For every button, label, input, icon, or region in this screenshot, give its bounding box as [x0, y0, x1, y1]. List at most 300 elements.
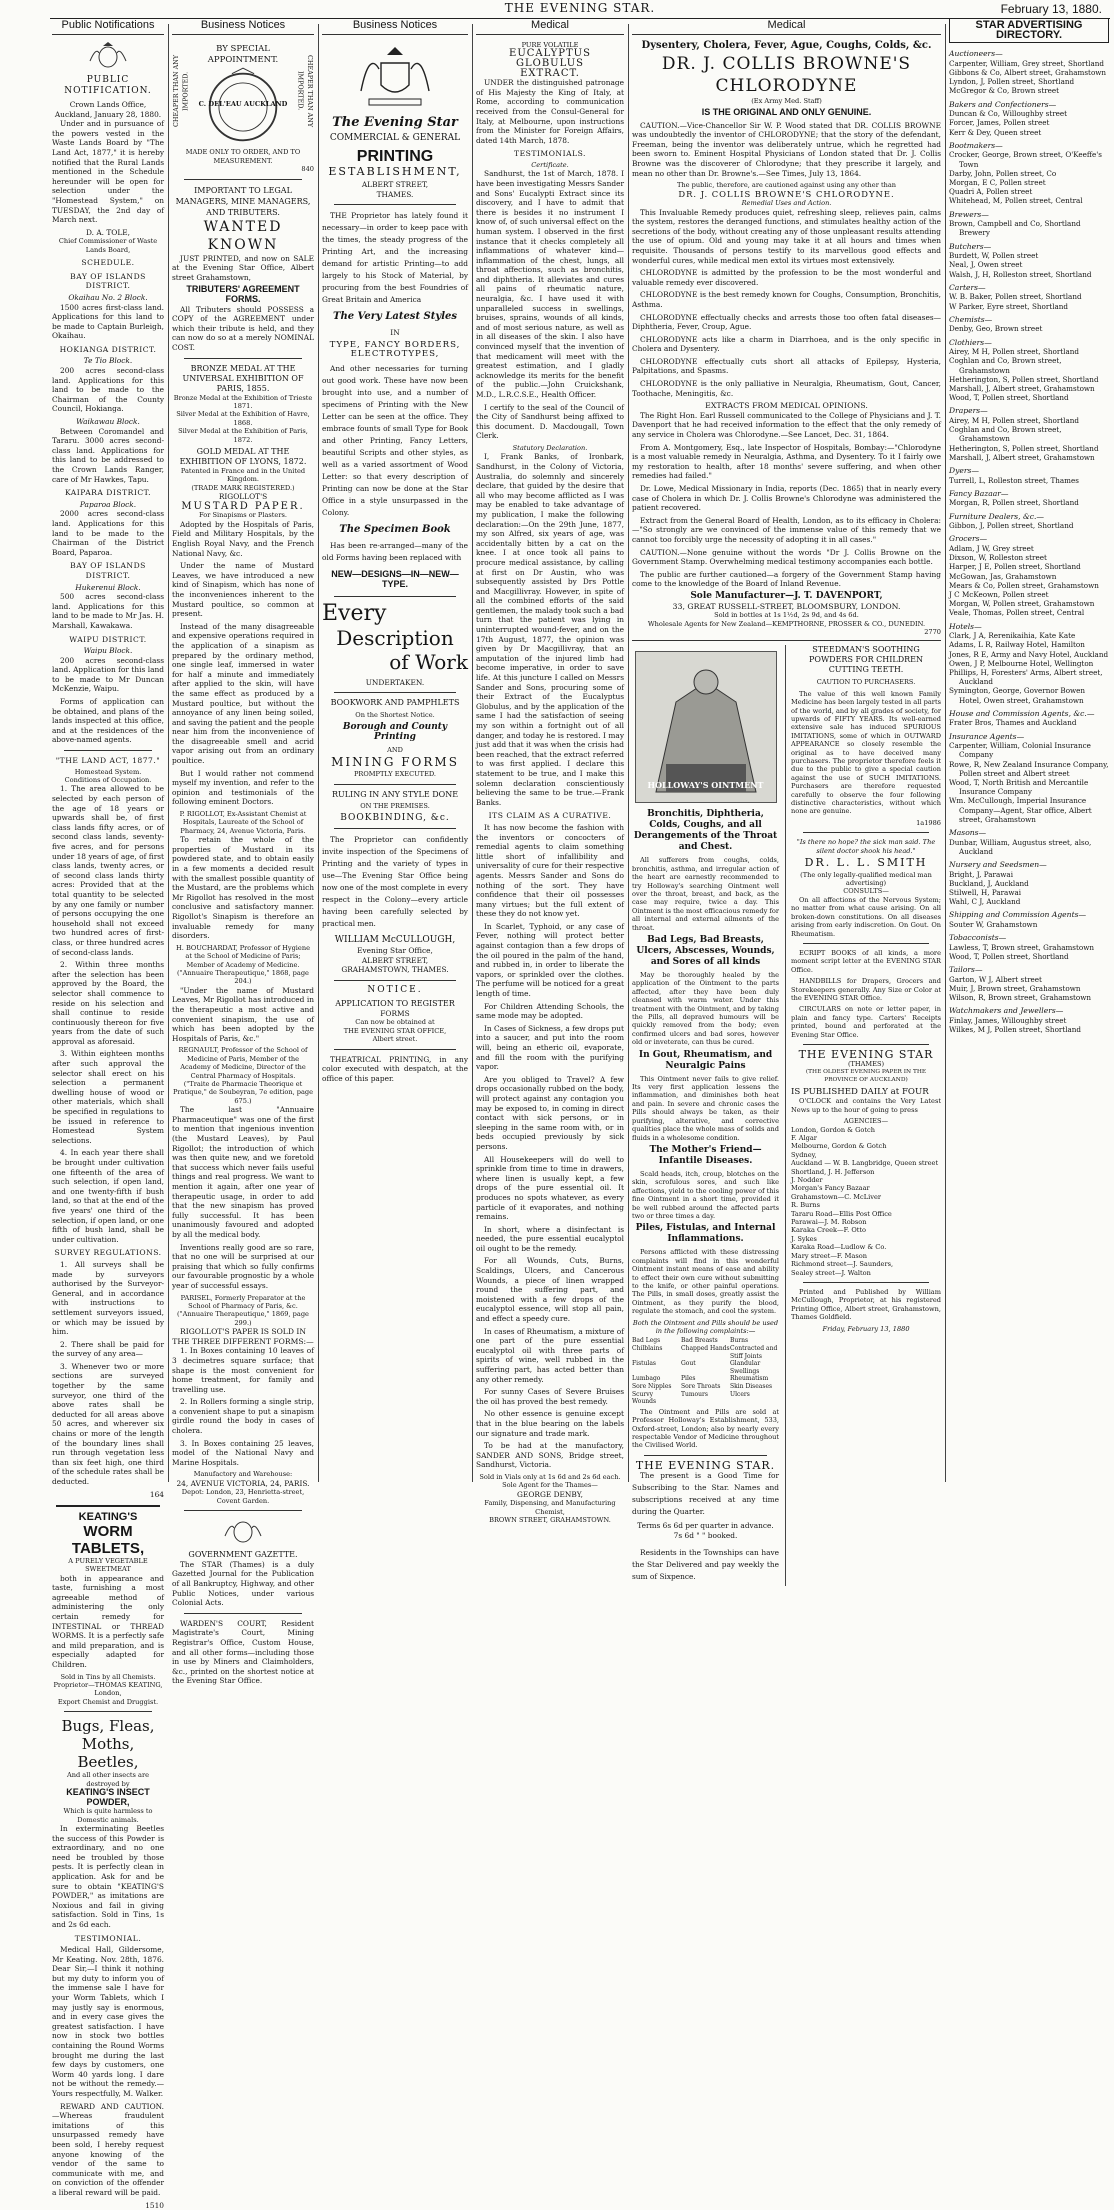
directory-entry: Wahl, C J, Auckland [949, 897, 1021, 907]
agent-entry: London, Gordon & Gotch [791, 1125, 875, 1134]
steedman-text: The value of this well known Family Medicine has been largely tested in all parts of the world, and by all grades of society, for upwards of FIFTY YEARS. Its well-earned extensive sale has induced SPURIOUS IMITATIONS, some of which in OUTWARD APPEARANCE so closely resemble the original as to have deceived many purchasers. The proprietor therefore feels it due to the public to give a special caution against the use of SUCH IMITATIONS. Purchasers are therefore requested carefully to observe the four following distinctive characteristics, without which none are genuine. [791, 689, 941, 816]
district-block: Waipu Block. [83, 646, 133, 656]
directory-entry: McGowan, Jas, Grahamstown [949, 571, 1057, 581]
holloway-label: HOLLOWAY'S OINTMENT [647, 780, 764, 791]
reward-text: REWARD AND CAUTION.—Whereas fraudulent imitations of this unsurpassed remedy have been sold, I hereby request anyone knowing of the vendor of the same to communicate with me, and on conviction of the offender a liberal reward will be paid. [52, 2101, 164, 2197]
forms-word: FORMS [380, 1008, 410, 1018]
district-text: 1500 acres first-class land. Applications for this land to be made to Captain Burleigh, Okaihau. [52, 302, 164, 341]
application-register: APPLICATION TO REGISTER [335, 999, 455, 1009]
district-name: BAY OF ISLANDS DISTRICT. [70, 271, 146, 291]
directory-entry: Airey, M H, Pollen street, Shortland [949, 347, 1079, 357]
agent-entry: Grahamstown—C. McLiver [791, 1192, 882, 1201]
certificate-text: I certify to the seal of the Council of the City of Sandhurst being affixed to this document. D. Macdougall, Town Clerk. [476, 402, 624, 441]
curative-text: In Scarlet, Typhoid, or any case of Fever, nothing will protect better against contagion than a few drops of the oil poured in the palm of the hand, and rubbed in, in order to liberate the vapors, or sprinkled over the clothes. The perfume will be noticed for a great length of time. [476, 921, 624, 999]
directory-entry: Marshall, J, Albert street, Grahamstown [949, 384, 1095, 394]
survey-rule: 1. All surveys shall be made by surveyors authorised by the Surveyor-General, and in accordance with instructions to settlement surveyors issued, or which may be issued by him. [52, 1259, 164, 1337]
description: Description [336, 625, 454, 650]
complaint-item: Gout [681, 1360, 696, 1368]
form-item: 3. In Boxes containing 25 leaves, model of the National Navy and Marine Hospitals. [172, 1438, 314, 1467]
medal: Silver Medal at the Exhibition of Paris, 1872. [178, 427, 308, 444]
mother-friend-title: The Mother's Friend—Infantile Diseases. [649, 1144, 762, 1166]
establishment: ESTABLISHMENT, [328, 164, 462, 178]
curative-text: For all Wounds, Cuts, Burns, Scaldings, Ulcers, and Cancerous Wounds, a piece of linen wrapped round the suffering part, and moistened with a few drops of the eucalyptol essence, will stop all pain, and effect a speedy cure. [476, 1256, 624, 1324]
medal: Silver Medal at the Exhibition of Havre, 1868. [176, 410, 310, 427]
directory-entry: Jones, R E, Army and Navy Hotel, Auckland [949, 649, 1109, 659]
commercial-general: COMMERCIAL & GENERAL [329, 133, 461, 143]
directory-category: Auctioneers— [949, 49, 1003, 59]
agent-entry: Sealey street—J. Walton [791, 1268, 871, 1277]
column-heading: Medical [632, 18, 941, 35]
keating-head: KEATING'S [78, 1511, 138, 1524]
signature-title: Chief Commissioner of Waste Lands Board, [58, 237, 158, 254]
directory-entry: Finlay, James, Willoughby street [949, 1016, 1067, 1026]
directory-entry: Dunbar, William, Augustus street, also, Auckland [949, 837, 1092, 856]
office-date: Auckland, January 28, 1880. [54, 109, 162, 119]
district-block: Waikawau Block. [76, 417, 140, 427]
column-rule [628, 24, 629, 1482]
directory-banner: STAR ADVERTISING DIRECTORY. [949, 18, 1109, 43]
piles-text: Persons afflicted with these distressing complaints will find in this wonderful Ointment instant means of ease and ability to effect their own cure without submitting to the knife, or other painful operations. The Pills, in small doses, greatly assist the Ointment, as they purify the blood, regulate the stomach, and cool the system. [632, 1248, 780, 1316]
agent-entry: J. Nodder [791, 1176, 823, 1185]
holloway-subcolumn [632, 645, 779, 1585]
terms-booked: 7s 6d " " booked. [673, 1530, 738, 1540]
use-item: This Invaluable Remedy produces quiet, refreshing sleep, relieves pain, calms the system, restores the deranged functions, and stimulates healthy action of the secretions of the body, without creating any of those unpleasant results attending the use of opium. Old and young may take it at all hours and times when requisite. Thousands of persons testify to its marvellous good effects and wonderful cures, while medical men extol its virtues most extensively. [632, 207, 941, 265]
published-daily: IS PUBLISHED DAILY at FOUR [791, 1086, 929, 1097]
every: Every [322, 600, 387, 626]
agent-entry: Auckland — W. B. Langbridge, Queen street [791, 1159, 939, 1168]
tributers-text: All Tributers should POSSESS a COPY of the AGREEMENT under which their tribute is held, and they can now do so at a merely NOMINAL COST. [172, 304, 314, 352]
directory-entry: Souter W, Grahamstown [949, 920, 1038, 930]
directory-entry: Harper, J E, Pollen street, Shortland [949, 562, 1081, 572]
mccullough: WILLIAM McCULLOUGH, [334, 935, 456, 946]
complaint-item: Burns [730, 1337, 749, 1345]
directory-entry: Morgan, E C, Pollen street [949, 178, 1046, 187]
directory-entry: Coghlan and Co, Brown street, Grahamstown [949, 356, 1062, 375]
agent-entry: Karaka Creek—F. Otto [791, 1226, 866, 1235]
directory-category: Carters— [949, 282, 986, 292]
directory-category: Grocers— [949, 534, 988, 544]
directory-category: House and Commission Agents, &c.— [949, 708, 1095, 718]
patronage-text: UNDER the distinguished patronage of His Majesty the King of Italy, at Rome, according to communication received from the Consul-General for Italy, at Melbourne, upon instructions from the Minister for Foreign Affairs, dated 14th March, 1878. [476, 78, 624, 145]
agencies-heading: AGENCIES— [843, 1117, 889, 1126]
wanted-known: WANTED KNOWN [203, 218, 283, 253]
extracts-heading: EXTRACTS FROM MEDICAL OPINIONS. [705, 401, 868, 411]
eucalyptus-title: EUCALYPTUS GLOBULUS [509, 48, 591, 69]
proprietor-text: THE Proprietor has lately found it necessary—in order to keep pace with the times, the steady progress of the Printing Art, and the increasing demand for artistic Printing—to add largely to his Stock of Material, by procuring from the best Foundries of Great Britain and America [322, 211, 468, 305]
column-heading: Medical [476, 18, 624, 35]
agent-address: BROWN STREET, GRAHAMSTOWN. [489, 1516, 611, 1525]
undertaken: UNDERTAKEN. [365, 677, 425, 687]
mining-forms: MINING FORMS [331, 754, 459, 769]
paper-name: The Evening Star [332, 115, 458, 130]
column-rule [472, 24, 473, 1482]
directory-entry: Veale, Thomas, Pollen street, Central [949, 608, 1085, 618]
directory-entry: Wilson, R, Brown street, Grahamstown [949, 993, 1092, 1003]
directory-entry: Clark, J A, Rerenikaihia, Kate Kate [949, 631, 1076, 641]
citation: ("Traite de Pharmacie Theorique et Pratique," de Soubeyran, 7e edition, page 675.) [172, 1080, 314, 1105]
bookbinding: BOOKBINDING, &c. [340, 812, 450, 823]
side-label-right: CHEAPER THAN ANY IMPORTED. [296, 54, 314, 128]
directory-entry: Hetherington, S, Pollen street, Shortland [949, 374, 1099, 384]
directory-entry: Rowe, R, New Zealand Insurance Company, Pollen street and Albert street [949, 759, 1109, 778]
published-detail: O'CLOCK and contains the Very Latest News up to the hour of going to press [791, 1097, 941, 1114]
complaint-item: Sore Nipples [632, 1382, 672, 1390]
directory-entry: Lawless, T, Brown street, Grahamstown [949, 942, 1094, 952]
district [52, 635, 164, 695]
agent-entry: Tararu Road—Ellis Post Office [791, 1209, 892, 1218]
complaint-item: Bad Breasts [681, 1337, 718, 1345]
directory-entry: Frater Bros, Thames and Auckland [949, 718, 1077, 728]
forms-heading: RIGOLLOT'S PAPER IS SOLD IN THE THREE DIFFERENT FORMS:— [172, 1327, 314, 1346]
complaint-item: Contracted and Stiff Joints [730, 1345, 778, 1360]
doctor-signature: PARISEL, Formerly Preparator at the School of Pharmacy of Paris, &c. [180, 1293, 306, 1310]
column-heading: Business Notices [322, 18, 468, 35]
wholesale-agents: Wholesale Agents for New Zealand—KEMPTHORNE, PROSSER & CO., DUNEDIN. [647, 619, 926, 628]
use-item: CHLORODYNE effectually checks and arrests those too often fatal diseases—Diphtheria, Fever, Croup, Ague. [632, 312, 941, 332]
directory-entry: Whitehead, M, Pollen street, Central [949, 196, 1083, 206]
citation: ("Annuaire Therapeutique," 1868, page 204.) [177, 969, 309, 986]
mustard-text: Instead of the many disagreeable and expensive operations required in the application of a sinapism as prepared by the ordinary method, one single leaf, immersed in water for half a minute and immediately after applied to the skin, will have the same effect as produced by a Mustard poultice, but without the annoyance of any linen being soiled, and saving the patient and the people near him from the inconvenience of the disagreeable smell and acrid vapor arising out from an ordinary poultice. [172, 621, 314, 766]
column-public-notifications [52, 19, 164, 2210]
column-business-notices [172, 19, 314, 1686]
statutory-heading: Statutory Declaration. [512, 443, 588, 452]
complaint-item: Tumours [681, 1390, 708, 1398]
bookwork: BOOKWORK AND PAMPHLETS [330, 698, 460, 708]
directory-entry: Gibbon, J, Pollen street, Shortland [949, 521, 1074, 531]
specimen-text: Has been re-arranged—many of the old Forms having been replaced with [322, 541, 468, 563]
directory-category: Shipping and Commission Agents— [949, 910, 1087, 920]
wardens-text: WARDEN'S COURT, Resident Magistrate's Court, Mining Registrar's Office, Custom House, and all other forms—including those in use by Miners and Claimholders, &c., printed on the shortest notice at the Evening Star Office. [172, 1618, 314, 1686]
directory-entry: Carpenter, William, Grey street, Shortland [949, 58, 1104, 68]
agent-entry: Richmond street—J. Saunders, [791, 1260, 894, 1269]
directory-entry: J C McKeown, Pollen street [949, 590, 1049, 600]
use-item: CHLORODYNE is admitted by the profession to be the most wonderful and valuable remedy ever discovered. [632, 268, 941, 287]
directory-entry: Gibbons & Co, Albert street, Grahamstown [949, 67, 1107, 77]
directory-entry: W Parker, Eyre street, Shortland [949, 301, 1069, 311]
depot: Depot: London, 23, Henrietta-street, Covent Garden. [181, 1488, 305, 1505]
sole-manufacturer: Sole Manufacturer—J. T. DAVENPORT, [690, 590, 883, 601]
gold-medal: GOLD MEDAL AT THE EXHIBITION OF LYONS, 1872. [179, 447, 307, 466]
agent-entry: Melbourne, Gordon & Gotch [791, 1142, 887, 1151]
printing: PRINTING [356, 147, 434, 165]
directory-entry: Wilkes, M J, Pollen street, Shortland [949, 1025, 1082, 1035]
use-item: CHLORODYNE effectually cuts short all attacks of Epilepsy, Hysteria, Palpitations, and Spasms. [632, 356, 941, 376]
curative-text: For Children Attending Schools, the same mode may be adopted. [476, 1001, 624, 1021]
insect-text: In exterminating Beetles the success of this Powder is extraordinary, and no one need be troubled by those pests. It is perfectly clean in application. Ask for and be sure to obtain "KEATING'S POWDER," as imitations are Noxious and fail in giving satisfaction. Sold in Tins, 1s and 2s 6d each. [52, 1823, 164, 1929]
caution-2: CAUTION.—None genuine without the words "Dr J. Collis Browne on the Government Stamp. Overwhelming medical testimony accompanies each bottle. [632, 547, 941, 567]
use-item: CHLORODYNE is the best remedy known for Coughs, Consumption, Bronchitis, Asthma. [632, 290, 941, 309]
district-block: Hukerenui Block. [75, 582, 141, 592]
ex-army: (Ex Army Med. Staff) [751, 96, 822, 105]
masthead [50, 0, 1110, 19]
directory-entry: Burdett, W, Pollen street [949, 251, 1039, 261]
directory-entry: Wood, T, North British and Mercantile Insurance Company [949, 778, 1089, 797]
agent-entry: Shortland, J. H. Jefferson [791, 1167, 875, 1176]
district-text: 2000 acres second-class land. Applications for this land to be made to the Chairman of the District Board, Paparoa. [52, 509, 164, 557]
steedman-caution: CAUTION TO PURCHASERS. [816, 678, 916, 687]
curative-text: In Cases of Sickness, a few drops put into a saucer, and put into the room will, being an etheric oil, evaporate, and fill the room with the purifying vapor. [476, 1023, 624, 1072]
directory-entry: Adlam, J W, Grey street [949, 544, 1034, 554]
holloway-sold: The Ointment and Pills are sold at Professor Holloway's Establishment, 533, Oxford-street, London; also by nearly every respectable Vendor of Medicine throughout the Civilised World. [632, 1407, 780, 1450]
promptly: PROMPTLY EXECUTED. [353, 770, 437, 779]
mustard-text: Adopted by the Hospitals of Paris, Field and Military Hospitals, by the English Royal Navy, and the French National Navy, &c. [172, 519, 314, 558]
directory-entry: Brown, Campbell and Co, Shortland Brewery [949, 219, 1081, 238]
homestead-system: Homestead System. [74, 767, 142, 776]
smith-quote: "Is there no hope? the sick man said. The silent doctor shook his head." [796, 838, 936, 855]
collis-browne-title: DR. J. COLLIS BROWNE'S CHLORODYNE [661, 53, 912, 96]
directory-list [949, 49, 1109, 1034]
directory-entry: Turrell, L, Rolleston street, Thames [949, 475, 1079, 485]
district [52, 561, 164, 630]
doctor-text: To retain the whole of the properties of Mustard in its powdered state, and to obtain easily in a few moments a decided result with the smallest possible quantity of the Mustard, are the problems which Mr Rigollot has resolved in the most conclusive and satisfactory manner. Rigollot's Sinapism is therefore an invaluable remedy for many disorders. [172, 835, 314, 941]
district-block: Okaihau No. 2 Block. [68, 292, 148, 302]
directory-category: Insurance Agents— [949, 731, 1025, 741]
complaint-item: Piles [681, 1375, 696, 1383]
masthead-date: February 13, 1880. [1000, 2, 1102, 16]
directory-category: Fancy Bazaar— [949, 488, 1009, 498]
agents-list [791, 1126, 941, 1277]
steedman-title: STEEDMAN'S SOOTHING POWDERS FOR CHILDREN CUTTING TEETH. [809, 645, 924, 675]
curative-text: All Housekeepers will do well to sprinkle from time to time in drawers, where linen is usually kept, a few drops of the pure essential oil. It produces no spots whatever, as every particle of it evaporates, and nothing remains. [476, 1154, 624, 1222]
condition: 3. Within eighteen months after such approval the selector shall erect on his selection a permanent dwelling house of wood or other materials, which shall be specified in regulations to be issued in reference to Homestead System selections. [52, 1049, 164, 1145]
directory-entry: Crocker, George, Brown street, O'Keeffe's Town [949, 150, 1102, 169]
star-subtitle: (THE OLDEST EVENING PAPER IN THE PROVINCE OF AUCKLAND) [805, 1068, 927, 1084]
insect-powder: KEATING'S INSECT POWDER, [66, 1786, 150, 1807]
made-ref: 840 [301, 165, 314, 174]
directory-entry: Lyndon, J, Pollen street, Shortland [949, 77, 1075, 87]
complaint-item: Sore Throats [681, 1382, 721, 1390]
patented: Patented in France and in the United Kingdom. [180, 467, 306, 484]
doctor-signature: P. RIGOLLOT, Ex-Assistant Chemist at Hospitals, Laureate of the School of Pharmacy, 24, Avenue Victoria, Paris. [179, 810, 307, 835]
public-caution-2: The public are further cautioned—a forgery of the Government Stamp having come to the knowledge of the Board of Inland Revenue. [632, 569, 941, 589]
extract-item: From A. Montgomery, Esq., late Inspector of Hospitals, Bombay:—"Chlorodyne is a most valuable remedy in Neuralgia, Asthma, and Dysentery. To it I fairly owe my restoration to health, after 18 months' severe suffering, and when other remedies had failed." [632, 442, 941, 481]
directory-entry: Bright, J, Parawai [949, 869, 1013, 879]
specimen-book: The Specimen Book [339, 523, 451, 535]
agent-entry: J. Sykes [791, 1234, 817, 1243]
caution-text: CAUTION.—Vice-Chancellor Sir W. P. Wood stated that DR. COLLIS BROWNE was undoubtedly the inventor of CHLORODYNE; that the story of the defendant, Freeman, being the inventor was deliberately untrue, which he regretted had been sworn to. Eminent Hospital Physicians of London stated that Dr. J. Collis Browne was the discoverer of Chlorodyne; that they prescribe it largely, and mean no other than Dr. Browne's.—See Times, July 13, 1864. [632, 120, 941, 178]
complaints-grid [632, 1337, 779, 1405]
statutory-text: I, Frank Banks, of Ironbark, Sandhurst, in the Colony of Victoria, Australia, do solemnly and sincerely declare, that guided by the desire that all who may become afflicted as I was may be enabled to take advantage of my publication, I make the following declaration:—On the 29th June, 1877, my son Alfred, six years of age, was accidentally bitten by a cat on the knee. I at once took all pains to procure medical assistance, by calling at first on Dr Austin, who was subsequently assisted by Drs Pottle and Macgillivray. However, in spite of all the combined efforts of the said gentlemen, the malady took such a bad turn that the patient was lying in uninterrupted wound-fever, and on the 17th August, 1877, the opinion was given by Dr Macgillivray, that an amputation of the injured limb had become imperative, in order to save life. At this juncture I called on Messrs Sander and Sons, procuring some of their Extract of the Eucalyptus Globulus, and by the application of the same I had the satisfaction of seeing my son within a fortnight out of all danger, and today he is restored. I may just add that it was when the crisis had been reached, that the extract referred to was first applied. I declare this statement to be true, and I make this solemn declaration conscientiously believing the same to be true.—Frank Banks. [476, 452, 624, 807]
smith-text: On all affections of the Nervous System; no matter from what cause arising. On all broken-down constitutions. On all diseases arising from early indiscretion. On Gout. On Rheumatism. [791, 895, 941, 938]
agent-entry: Sydney, [791, 1150, 817, 1159]
doctor-text: Inventions really good are so rare, that no one will be surprised at our praising that which so fully confirms our favourable prognostic by a whole year of successful essays. [172, 1242, 314, 1290]
rigollot: RIGOLLOT'S [218, 492, 268, 502]
district-block: Paparoa Block. [79, 499, 137, 509]
curative-text: For sunny Cases of Severe Bruises the oil has proved the best remedy. [476, 1387, 624, 1406]
district-text: 200 acres second-class land. Application for this land to be made to Mr Duncan McKenzie, Waipu. [52, 655, 164, 694]
worm-tablets-title: WORM TABLETS, [71, 1522, 145, 1557]
office-line: Evening Star Office, [357, 945, 433, 955]
agent-entry: R. Burns [791, 1201, 821, 1210]
thames: THAMES. [376, 189, 414, 199]
form-item: 1. In Boxes containing 10 leaves of 3 decimetres square surface; that shape is the most convenient for home treatment, for family and travelling use. [172, 1346, 314, 1394]
directory-entry: Wood, T, Pollen street, Shortland [949, 393, 1069, 403]
terms-advance: Terms 6s 6d per quarter in advance. [637, 1521, 774, 1531]
borough-county: Borough and County Printing [342, 722, 448, 742]
survey-title: SURVEY REGULATIONS. [54, 1248, 162, 1258]
bugs-subtitle: And all other insects are destroyed by [66, 1771, 150, 1788]
manufactory: To be had at the manufactory, SANDER AND SONS, Bridge street, Sandhurst, Victoria. [476, 1441, 624, 1470]
land-act-title: "THE LAND ACT, 1877." [55, 756, 161, 766]
smith-name: DR. L. L. SMITH [804, 856, 928, 870]
complaint-item: Skin Diseases [730, 1382, 773, 1390]
directory-entry: Garton, W J, Albert street [949, 974, 1042, 984]
premises: ON THE PREMISES. [360, 802, 430, 811]
directory-entry: Neal, J, Owen street [949, 260, 1023, 270]
made-to-order: MADE ONLY TO ORDER, AND TO MEASUREMENT. [185, 148, 301, 165]
complaint-item: Chilblains [632, 1345, 663, 1352]
albert-street: ALBERT STREET, [361, 180, 429, 190]
coat-of-arms-icon [355, 41, 435, 111]
agent-entry: F. Algar [791, 1134, 817, 1142]
obtained-at: Can now be obtained at [355, 1018, 435, 1027]
printed-by: Printed and Published by William McCullough, Proprietor, at his registered Printing Office, Albert street, Grahamstown, Thames Goldfield. [791, 1287, 941, 1322]
column-medical-1 [476, 19, 624, 1525]
collis-browne-2: DR. J. COLLIS BROWNE'S CHLORODYNE. [678, 188, 895, 199]
dysentery-heading: Dysentery, Cholera, Fever, Ague, Coughs, Colds, &c. [641, 40, 932, 51]
extract: EXTRACT. [520, 67, 580, 79]
condition: 1. The area allowed to be selected by each person of the age of 18 years or upwards shall be, of first class lands fifty acres, or of second class lands, seventy-five acres, and for persons under 18 years of age, of first class lands, twenty acres, or of second class lands thirty acres: Provided that at the total quantity to be selected by any one family or number of persons occupying the one household shall not exceed two hundred acres of first-class, or three hundred acres of second-class lands. [52, 784, 164, 957]
evening-star-title: THE EVENING STAR. [635, 1458, 776, 1472]
sole-agent: Sole Agent for the Thames— [502, 1481, 598, 1490]
manufacturer-sold: Sold in bottles at 1s 1½d, 2s 9d, and 4s 6d. [714, 611, 859, 620]
district [52, 345, 164, 414]
remedial-heading: Remedial Uses and Action. [741, 199, 832, 208]
bronze-medal: BRONZE MEDAL AT THE UNIVERSAL EXHIBITION OF PARIS, 1855. [182, 363, 304, 393]
medal: Bronze Medal at the Exhibition of Trieste 1871. [173, 393, 313, 410]
reward-ref: 1510 [145, 2200, 164, 2210]
directory-entry: Stilwell, H, Parawai [949, 888, 1022, 898]
directory-entry: Quadri A, Pollen street [949, 187, 1033, 197]
genuine-note: No other essence is genuine except that in the blue bearing on the labels our signature and trade mark. [476, 1409, 624, 1438]
sold-vials: Sold in Vials only at 1s 6d and 2s 6d each. [479, 1472, 621, 1481]
bugs-title: Bugs, Fleas, Moths, Beetles, [61, 1717, 155, 1772]
evening-star-text: The present is a Good Time for Subscribing to the Star. Names and subscriptions received at any time during the Quarter. [632, 1471, 780, 1517]
directory-entry: McGregor & Co, Brown street [949, 86, 1060, 96]
type-fancy-borders: TYPE, FANCY BORDERS, ELECTROTYPES, [329, 339, 461, 360]
shortest-notice: On the Shortest Notice. [355, 710, 435, 719]
column-heading: Public Notifications [52, 18, 164, 35]
directory-category: Nursery and Seedsmen— [949, 860, 1047, 870]
complaint-item: Fistulas [632, 1360, 657, 1368]
complaint-item: Rheumatism [730, 1375, 769, 1383]
directory-entry: Morgan, R, Pollen street, Shortland [949, 498, 1079, 508]
doctor-text: "Under the name of Mustard Leaves, Mr Rigollot has introduced in the therapeutic a most active and convenient sinapism, the use of which has been adopted by the Hospitals of Paris, &c." [172, 985, 314, 1043]
paris-address: 24, AVENUE VICTORIA, 24, PARIS. [176, 1478, 310, 1488]
notice-intro: Under and in pursuance of the powers vested in the Waste Lands Board by "The Land Act, 1877," it is hereby notified that the Rural Lands mentioned in the Schedule hereunder will be open for selection under the "Homestead System," on TUESDAY, the 2nd day of March next. [52, 119, 164, 225]
agent-entry: Mary street—F. Mason [791, 1251, 867, 1260]
complaint-item: Ulcers [730, 1390, 750, 1398]
handbills: HANDBILLS for Drapers, Grocers and Storekeepers generally. Any Size or Color at the EVENING STAR Office. [791, 977, 941, 1002]
consults: CONSULTS— [843, 887, 889, 896]
extract-item: The Right Hon. Earl Russell communicated to the College of Physicians and J. T. Davenport that he had received information to the effect that the only remedy of any service in Cholera was Chlorodyne.—See Lancet, Dec. 31, 1864. [632, 410, 941, 440]
column-heading: Business Notices [172, 18, 314, 35]
office-line: GRAHAMSTOWN, THAMES. [341, 965, 449, 975]
directory-category: Masons— [949, 828, 987, 838]
certificate-heading: Certificate. [531, 160, 569, 169]
bad-legs-title: Bad Legs, Bad Breasts, Ulcers, Abscesses, Wounds, and Sores of all kinds [636, 935, 775, 967]
directory-entry: Duncan & Co, Willoughby street [949, 109, 1068, 119]
government-gazette: GOVERNMENT GAZETTE. [188, 1550, 298, 1560]
forms-note: Forms of application can be obtained, and plans of the lands inspected at this office, and at the residences of the above-named agents. [52, 697, 164, 745]
script-books: ECRIPT BOOKS of all kinds, a more moment script letter at the EVENING STAR Office. [791, 948, 941, 974]
directory-category: Bootmakers— [949, 140, 1003, 150]
bad-legs-text: May be thoroughly healed by the application of the Ointment to the parts affected, after they have been duly cleansed with warm water. Under this treatment with the Ointment, and by taking the Pills, all depraved humours will be quickly removed from the body; even confirmed ulcers and bad sores, however old or inveterate, can thus be cured. [632, 971, 780, 1047]
testimonials-heading: TESTIMONIALS. [514, 149, 586, 159]
column-rule [945, 24, 946, 1482]
circulars: CIRCULARS on note or letter paper, in plain and fancy type. Carters' Receipts printed, bound and perforated at the Evening Star Office. [791, 1005, 941, 1039]
and: AND [387, 746, 403, 755]
directory-entry: Hetherington, S, Pollen street, Shortland [949, 443, 1099, 453]
albert-street-2: Albert street. [372, 1035, 418, 1044]
confidently-text: The Proprietor can confidently invite inspection of the Specimens of Printing and the variety of types in use—The Evening Star Office being now one of the most complete in every respect in the Colony—every article having been carefully selected by practical men. [322, 835, 468, 929]
directory-category: Tobacconists— [949, 933, 1007, 943]
curative-text: In short, where a disinfectant is needed, the pure essential eucalyptol oil ought to be the remedy. [476, 1224, 624, 1253]
latest-styles: The Very Latest Styles [333, 311, 457, 323]
smith-subtitle: (The only legally-qualified medical man advertising) [800, 870, 932, 888]
worm-text: both in appearance and taste, furnishing a most agreeable method of administering the only certain remedy for INTESTINAL or THREAD WORMS. It is a perfectly safe and mild preparation, and is especially adapted for Children. [52, 1573, 164, 1669]
district-name: KAIPARA DISTRICT. [64, 488, 152, 498]
directory-entry: Dixson, W, Rolleston street [949, 553, 1047, 563]
column-rule [318, 24, 319, 1482]
condition: 2. Within three months after the selection has been approved by the Board, the selector shall commence to reside on his selection and shall continue to reside continuously thereon for five years from the date of such approval as aforesaid. [52, 960, 164, 1046]
tributers-title: TRIBUTERS' AGREEMENT FORMS. [186, 284, 300, 304]
gazette-text: The STAR (Thames) is a duly Gazetted Journal for the Publication of all Bankruptcy, Highway, and other Public Notices, under various Colonial Acts. [172, 1559, 314, 1608]
directory-entry: Walsh, J, H, Rolleston street, Shortland [949, 269, 1092, 279]
directory-entry: W. B. Baker, Pollen street, Shortland [949, 292, 1082, 302]
survey-rule: 2. There shall be paid for the survey of any area— [52, 1339, 164, 1359]
steedman-ref: 1a1986 [916, 818, 941, 827]
district [52, 417, 164, 484]
directory-category: Furniture Dealers, &c.— [949, 511, 1044, 521]
signature: D. A. TOLE, [85, 227, 131, 237]
directory-entry: Symington, George, Governor Bowen Hotel, Owen street, Grahamstown [949, 686, 1086, 705]
royal-crest-icon [86, 41, 130, 71]
directory-entry: Muir, J, Brown street, Grahamstown [949, 984, 1081, 994]
trade-mark: (TRADE MARK REGISTERED.) [191, 483, 295, 492]
seal-text: C. DEL'EAU AUCKLAND [198, 100, 288, 108]
directory-entry: Mears & Co, Pollen street, Grahamstown [949, 580, 1099, 590]
gout-title: In Gout, Rheumatism, and Neuralgic Pains [638, 1049, 773, 1071]
complaint-item: Glandular Swellings [730, 1360, 761, 1375]
citation: ("Annuaire Therapeutique," 1869, page 299.) [177, 1310, 309, 1327]
complaints-intro: Both the Ointment and Pills should be used in the following complaints:— [632, 1318, 779, 1335]
directory-category: Chemists— [949, 314, 993, 324]
original-genuine: IS THE ORIGINAL AND ONLY GENUINE. [701, 107, 872, 117]
piles-title: Piles, Fistulas, and Internal Inflammations. [635, 1223, 776, 1245]
district-block: Te Tio Block. [83, 356, 133, 366]
office: Crown Lands Office, [69, 100, 147, 109]
directory-entry: Kerr & Dey, Queen street [949, 127, 1042, 137]
in: IN [390, 327, 400, 337]
survey-rule: 3. Whenever two or more sections are surveyed together by the same surveyor, one third of the above rates shall be deducted for all areas above 50 acres, and wherever six chains or more of the length of the boundary lines shall run through vegetation less than six feet high, one third of the schedule rates shall be deducted. [52, 1361, 164, 1486]
insect-subtitle: Which is quite harmless to Domestic animals. [63, 1807, 153, 1824]
side-label-left: CHEAPER THAN ANY IMPORTED. [172, 54, 190, 128]
curative-heading: ITS CLAIM AS A CURATIVE. [488, 811, 612, 821]
agent-entry: Karaka Road—Ludlow & Co. [791, 1243, 887, 1252]
new-designs: NEW—DESIGNS—IN—NEW—TYPE. [331, 569, 459, 589]
extract-item: Extract from the General Board of Health, London, as to its efficacy in Cholera:—"So strongly are we convinced of the immense value of this remedy that we cannot too forcibly urge the necessity of adopting it in all cases." [632, 515, 941, 544]
agent-trade: Family, Dispensing, and Manufacturing Chemist, [484, 1499, 616, 1516]
export: Export Chemist and Druggist. [57, 1697, 159, 1706]
worm-subtitle: A PURELY VEGETABLE SWEETMEAT [68, 1556, 148, 1574]
district-text: Between Coromandel and Tararu. 3000 acres second-class land. Applications for this land to be addressed to the Crown Lands Ranger, care of Mr Hawkes, Tapu. [52, 426, 164, 484]
complaint-item: Scurvy [632, 1390, 653, 1398]
use-item: CHLORODYNE acts like a charm in Diarrhoea, and is the only specific in Cholera and Dysentery. [632, 334, 941, 354]
directory-entry: Owen, J P, Melbourne Hotel, Wellington [949, 658, 1094, 668]
agent-entry: Parawai—J. M. Robson [791, 1218, 867, 1227]
extract-item: Dr. Lowe, Medical Missionary in India, reports (Dec. 1865) that in nearly every case of Cholera in which Dr. J. Collis Browne's Chlorodyne was administered the patient recovered. [632, 484, 941, 513]
